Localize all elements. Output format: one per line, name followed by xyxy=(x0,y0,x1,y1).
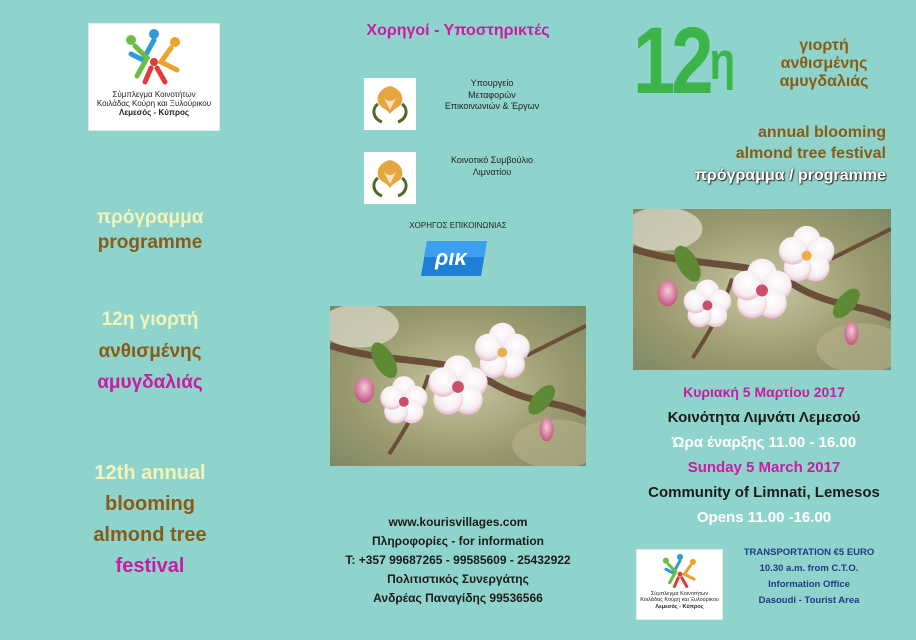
festival-number-digits: 12 xyxy=(633,7,710,114)
phone-numbers: T: +357 99687265 - 99585609 - 25432922 xyxy=(345,553,571,567)
community-logo-icon xyxy=(123,26,185,86)
left-programme-gr: πρόγραμμα xyxy=(96,207,204,228)
festival-number xyxy=(633,7,736,114)
event-date-en: Sunday 5 March 2017 xyxy=(687,459,841,476)
transport-line-1: TRANSPORTATION €5 EURO xyxy=(743,547,875,558)
right-en-title-2: almond tree festival xyxy=(735,145,886,162)
logo-small-line-2: Κοιλάδας Κούρη και Ξυλούρικου xyxy=(640,597,719,604)
left-gr-title-1: 12η γιορτή xyxy=(101,309,199,330)
right-gr-title-2: ανθισμένης xyxy=(780,55,868,72)
transport-line-4: Dasoudi - Tourist Area xyxy=(758,595,860,606)
media-sponsor-label: ΧΟΡΗΓΟΣ ΕΠΙΚΟΙΝΩΝΙΑΣ xyxy=(409,221,507,230)
sponsor1-line-2: Μεταφορών xyxy=(468,89,516,100)
left-gr-title-3: αμυγδαλιάς xyxy=(97,372,203,393)
cyprus-coat-of-arms-icon xyxy=(364,78,416,130)
left-en-title-4: festival xyxy=(115,555,185,577)
info-label: Πληροφορίες - for information xyxy=(371,534,545,548)
sponsor1-line-1: Υπουργείο xyxy=(470,78,514,88)
event-place-gr: Κοινότητα Λιμνάτι Λεμεσού xyxy=(667,409,861,426)
community-logo-small xyxy=(636,549,723,620)
logo-line-2: Κοιλάδας Κούρη και Ξυλούρικου xyxy=(96,99,212,109)
right-programme: πρόγραμμα / programme xyxy=(694,167,886,184)
right-gr-title-1: γιορτή xyxy=(799,37,849,54)
cyprus-coat-of-arms-icon xyxy=(364,152,416,204)
almond-blossom-photo-middle xyxy=(330,306,586,466)
sponsor2-line-2: Λιμνατίου xyxy=(472,166,512,177)
logo-small-line-1: Σύμπλεγμα Κοινοτήτων xyxy=(650,591,709,597)
left-programme-en: programme xyxy=(97,232,203,253)
partner-name: Ανδρέας Παναγίδης 99536566 xyxy=(373,591,543,605)
logo-small-line-3: Λεμεσός - Κύπρος xyxy=(655,603,704,610)
community-logo xyxy=(88,23,220,131)
rik-text: ρικ xyxy=(435,245,467,270)
sponsors-title: Χορηγοί - Υποστηρικτές xyxy=(366,22,550,39)
right-en-title-1: annual blooming xyxy=(758,124,886,141)
event-date-gr: Κυριακή 5 Μαρτίου 2017 xyxy=(683,384,845,400)
festival-number-sup: η xyxy=(709,31,736,91)
logo-line-1: Σύμπλεγμα Κοινοτήτων xyxy=(112,90,196,99)
sponsor2-line-1: Κοινοτικό Συμβούλιο xyxy=(450,155,533,165)
left-en-title-3: almond tree xyxy=(93,524,207,546)
logo-line-3: Λεμεσός - Κύπρος xyxy=(118,108,189,118)
event-time-en: Opens 11.00 -16.00 xyxy=(696,509,832,526)
transport-line-2: 10.30 a.m. from C.T.O. xyxy=(759,563,859,574)
sponsor1-line-3: Επικοινωνιών & Έργων xyxy=(444,101,540,112)
event-place-en: Community of Limnati, Lemesos xyxy=(648,484,880,501)
website-link[interactable]: www.kourisvillages.com xyxy=(388,515,528,529)
transport-line-3: Information Office xyxy=(768,579,850,590)
left-gr-title-2: ανθισμένης xyxy=(98,341,202,362)
left-en-title-2: blooming xyxy=(105,493,195,515)
event-time-gr: Ώρα έναρξης 11.00 - 16.00 xyxy=(671,434,857,451)
community-logo-icon xyxy=(661,552,699,589)
partner-label: Πολιτιστικός Συνεργάτης xyxy=(387,572,529,586)
left-en-title-1: 12th annual xyxy=(94,462,206,484)
rik-logo xyxy=(421,241,487,276)
almond-blossom-photo-right xyxy=(633,209,891,370)
right-gr-title-3: αμυγδαλιάς xyxy=(779,73,869,90)
